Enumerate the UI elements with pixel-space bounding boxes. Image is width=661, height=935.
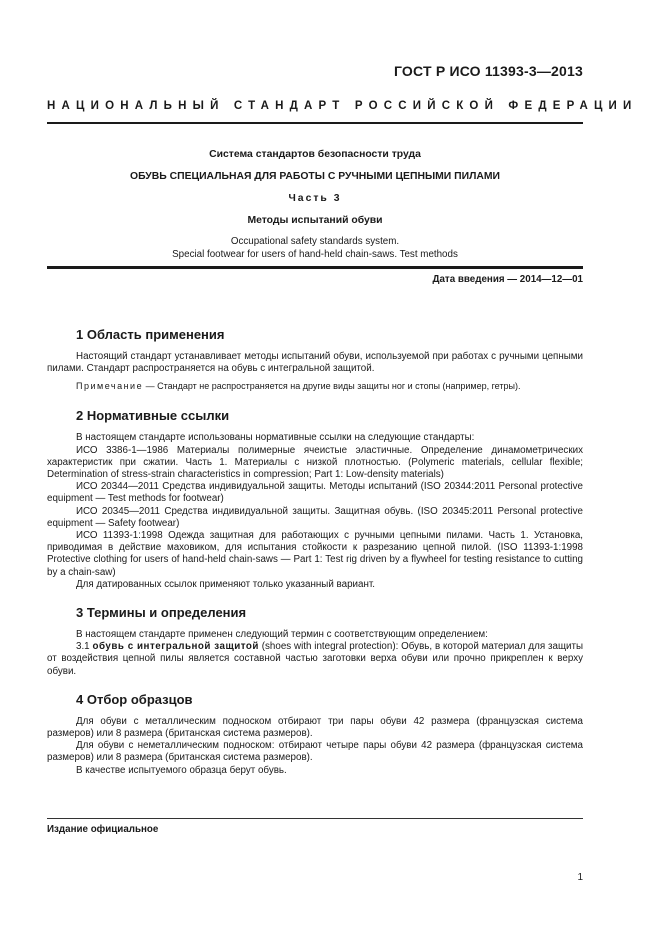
- title-block: [47, 148, 583, 261]
- term-definition: [47, 641, 583, 678]
- section-terms-definitions: [47, 605, 583, 678]
- term-number: 3.1: [76, 641, 93, 653]
- term-text: (shoes with integral protection): Обувь, в которой материал для защиты от воздействия цепной пилы является составной частью заготовки верха обуви или прочно прикреплен к верху обуви.: [47, 641, 584, 677]
- section-heading: 2 Нормативные ссылки: [76, 408, 230, 424]
- paragraph: Для обуви с неметаллическим подноском: отбирают четыре пары обуви 42 размера (французская система размеров) или 8 размера (британская система размеров).: [47, 740, 583, 764]
- section-sampling: [47, 692, 583, 777]
- note: [76, 380, 583, 392]
- english-title-line-2: Special footwear for users of hand-held chain-saws. Test methods: [172, 249, 458, 260]
- section-heading: 3 Термины и определения: [76, 605, 247, 621]
- top-divider: [47, 122, 583, 124]
- document-title: ОБУВЬ СПЕЦИАЛЬНАЯ ДЛЯ РАБОТЫ С РУЧНЫМИ ЦЕПНЫМИ ПИЛАМИ: [129, 171, 501, 182]
- title-divider: [47, 266, 583, 269]
- official-edition-label: Издание официальное: [47, 824, 159, 835]
- paragraph: Для обуви с металлическим подноском отбирают три пары обуви 42 размера (французская система размеров) или 8 размера (британская система размеров).: [47, 715, 583, 740]
- reference-item: ИСО 11393-1:1998 Одежда защитная для работающих с ручными цепными пилами. Часть 1. Установка, приводимая в действие маховиком, для испытания стойкости к разрезанию цепной пилой. (ISO 11393-1:1998 Protective clothing for users of hand-held chain-saws — Part 1: Test rig driven by a flywheel for testing resistance to cutting by a chain-saw): [47, 530, 583, 578]
- section-scope: [47, 327, 583, 392]
- reference-item: ИСО 20344—2011 Средства индивидуальной защиты. Методы испытаний (ISO 20344:2011 Personal protective equipment — Test methods for footwear): [47, 481, 583, 505]
- paragraph: Для датированных ссылок применяют только указанный вариант.: [76, 578, 375, 590]
- national-standard-heading: НАЦИОНАЛЬНЫЙ СТАНДАРТ РОССИЙСКОЙ ФЕДЕРАЦИИ: [47, 100, 638, 112]
- document-part: Часть 3: [288, 193, 342, 204]
- footer-divider: [47, 818, 583, 819]
- reference-item: ИСО 20345—2011 Средства индивидуальной защиты. Защитная обувь. (ISO 20345:2011 Personal protective equipment — Safety footwear): [47, 505, 583, 529]
- paragraph: В настоящем стандарте использованы нормативные ссылки на следующие стандарты:: [76, 432, 475, 444]
- page-number: 1: [577, 872, 583, 883]
- document-body: [47, 327, 583, 793]
- standard-series: Система стандартов безопасности труда: [209, 149, 421, 160]
- term-name: обувь с интегральной защитой: [92, 641, 259, 653]
- reference-item: ИСО 3386-1—1986 Материалы полимерные ячеистые эластичные. Определение динамометрических характеристик при сжатии. Часть 1. Материалы с низкой плотностью. (Polymeric materials, cellular flexible; Determination of stress-strain characteristics in compression; Part 1: Low-density materials): [47, 444, 583, 481]
- english-title-line-1: Occupational safety standards system.: [230, 236, 400, 247]
- paragraph: Настоящий стандарт устанавливает методы испытаний обуви, используемой при работах с ручными цепными пилами. Стандарт распространяется на обувь с интегральной защитой.: [47, 351, 583, 375]
- section-normative-references: [47, 408, 583, 591]
- standard-number: ГОСТ Р ИСО 11393-3—2013: [393, 63, 583, 79]
- note-label: Примечание: [76, 381, 144, 392]
- section-heading: 1 Область применения: [76, 327, 225, 342]
- paragraph: В настоящем стандарте применен следующий термин с соответствующим определением:: [76, 629, 488, 641]
- document-subtitle: Методы испытаний обуви: [247, 215, 383, 226]
- introduction-date: Дата введения — 2014—12—01: [432, 274, 583, 285]
- section-heading: 4 Отбор образцов: [76, 691, 193, 707]
- paragraph: В качестве испытуемого образца берут обувь.: [76, 764, 287, 776]
- note-text: — Стандарт не распространяется на другие виды защиты ног и стопы (например, гетры).: [143, 381, 521, 392]
